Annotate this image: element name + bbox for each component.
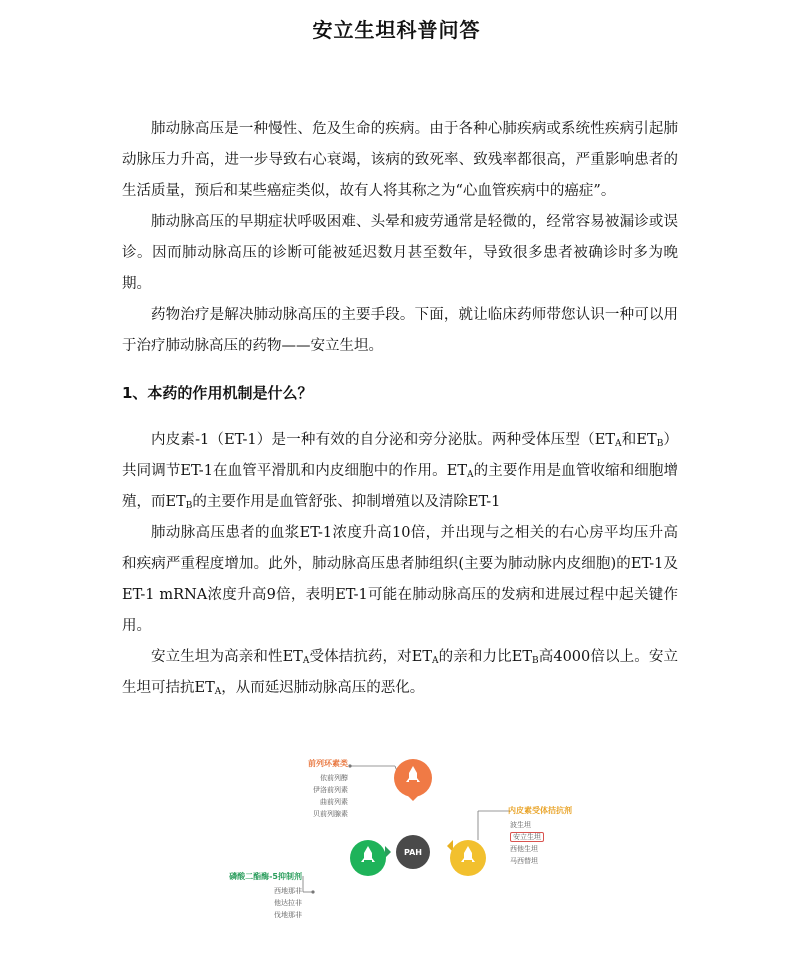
prostacyclin-list: 依前列醇 伊洛前列素 曲前列素 贝前列腺素 — [313, 774, 348, 818]
mechanism-paragraph-2: 肺动脉高压患者的血浆ET-1浓度升高10倍，并出现与之相关的右心房平均压升高和疾病严重程度增加。此外，肺动脉高压患者肺组织(主要为肺动脉内皮细胞)的ET-1及ET-1 mRNA浓度升高9倍，表明ET-1可能在肺动脉高压的发病和进展过程中起关键作用。 — [122, 525, 678, 634]
article-body — [122, 114, 678, 704]
pah-drug-class-diagram — [210, 752, 630, 932]
ambrisentan-highlight: 安立生坦 — [510, 832, 544, 842]
pde5-heading: 磷酸二酯酶-5抑制剂 — [229, 872, 302, 881]
pah-label: PAH — [403, 848, 423, 857]
prostacyclin-heading: 前列环素类 — [308, 759, 348, 768]
intro-paragraph-2: 肺动脉高压的早期症状呼吸困难、头晕和疲劳通常是轻微的，经常容易被漏诊或误诊。因而肺动脉高压的诊断可能被延迟数月甚至数年，导致很多患者被确诊时多为晚期。 — [122, 214, 678, 292]
intro-paragraph-3: 药物治疗是解决肺动脉高压的主要手段。下面，就让临床药师带您认识一种可以用于治疗肺动脉高压的药物——安立生坦。 — [122, 307, 678, 354]
era-list: 波生坦 安立生坦 西他生坦 马西替坦 — [510, 819, 544, 867]
section-1-heading: 1、本药的作用机制是什么？ — [122, 384, 313, 402]
mechanism-paragraph-1: 内皮素-1（ET-1）是一种有效的自分泌和旁分泌肽。两种受体压型（$ET_A$和$ET_B$）共同调节ET-1在血管平滑肌和内皮细胞中的作用。$ET_A$的主要作用是血管收缩和细胞增殖，而$ET_B$的主要作用是血管舒张、抑制增殖以及清除ET-1 — [122, 432, 679, 511]
era-heading: 内皮素受体拮抗剂 — [508, 806, 572, 815]
mechanism-paragraph-3: 安立生坦为高亲和性$ET_A$受体拮抗药，对$ET_A$的亲和力比$ET_B$高4000倍以上。安立生坦可拮抗$ET_A$，从而延迟肺动脉高压的恶化。 — [122, 649, 678, 697]
pde5-list: 西地那非 他达拉非 伐地那非 — [274, 887, 302, 919]
page-title: 安立生坦科普问答 — [312, 18, 481, 42]
intro-paragraph-1: 肺动脉高压是一种慢性、危及生命的疾病。由于各种心肺疾病或系统性疾病引起肺动脉压力升高，进一步导致右心衰竭，该病的致死率、致残率都很高，严重影响患者的生活质量，预后和某些癌症类似，故有人将其称之为“心血管疾病中的癌症”。 — [122, 121, 678, 199]
